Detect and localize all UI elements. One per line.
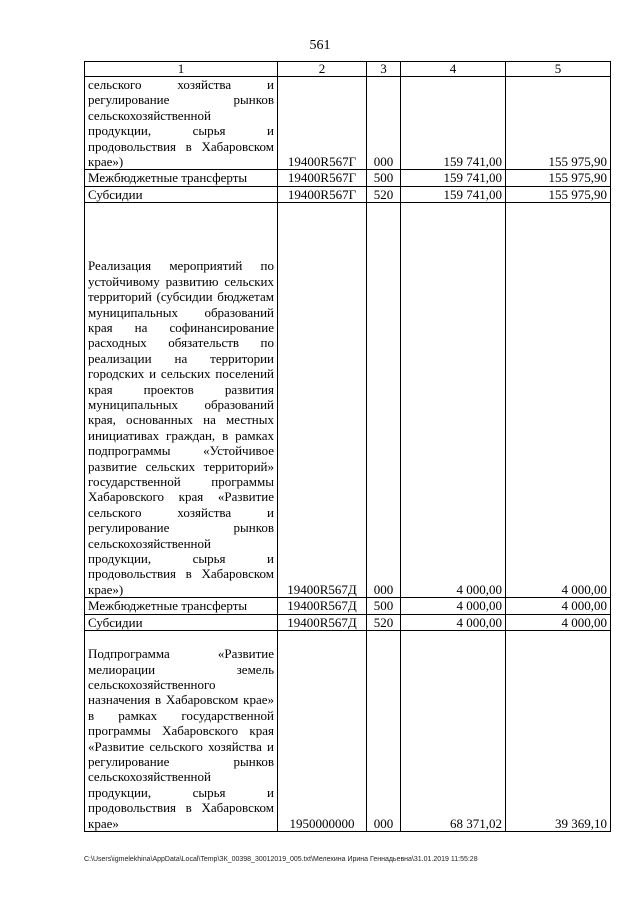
file-path-footer: C:\Users\igmelekhina\AppData\Local\Temp\ЗК_00398_30012019_005.txt\Мелехина Ирина Геннадьевна\31.01.2019 11:55:28 bbox=[84, 856, 478, 863]
row-amount-executed: 4 000,00 bbox=[506, 614, 611, 630]
row-expense-type: 500 bbox=[367, 598, 401, 614]
row-amount-planned: 4 000,00 bbox=[401, 614, 506, 630]
row-description: Субсидии bbox=[85, 186, 278, 202]
row-amount-planned: 4 000,00 bbox=[401, 598, 506, 614]
row-amount-executed: 39 369,10 bbox=[506, 631, 611, 832]
row-target-code: 19400R567Д bbox=[278, 203, 367, 598]
row-expense-type: 520 bbox=[367, 614, 401, 630]
row-amount-executed: 4 000,00 bbox=[506, 598, 611, 614]
row-target-code: 19400R567Г bbox=[278, 186, 367, 202]
table-row bbox=[85, 170, 611, 186]
row-target-code: 19400R567Д bbox=[278, 614, 367, 630]
row-description: Межбюджетные трансферты bbox=[85, 170, 278, 186]
row-amount-executed: 155 975,90 bbox=[506, 186, 611, 202]
table-row bbox=[85, 631, 611, 832]
row-amount-planned: 4 000,00 bbox=[401, 203, 506, 598]
header-cell-5: 5 bbox=[506, 62, 611, 77]
header-cell-3: 3 bbox=[367, 62, 401, 77]
row-amount-planned: 159 741,00 bbox=[401, 186, 506, 202]
table-row bbox=[85, 186, 611, 202]
row-description: Межбюджетные трансферты bbox=[85, 598, 278, 614]
row-amount-planned: 68 371,02 bbox=[401, 631, 506, 832]
header-cell-2: 2 bbox=[278, 62, 367, 77]
row-description: Субсидии bbox=[85, 614, 278, 630]
row-description: Реализация мероприятий по устойчивому развитию сельских территорий (субсидии бюджетам муниципальных образований края на софинансирование расходных обязательств по реализации на территории городских и сельских поселений края проектов развития муниципальных образований края, основанных на местных инициативах граждан, в рамках подпрограммы «Устойчивое развитие сельских территорий» государственной программы Хабаровского края «Развитие сельского хозяйства и регулирование рынков сельскохозяйственной продукции, сырья и продовольствия в Хабаровском крае») bbox=[85, 203, 278, 598]
row-target-code: 19400R567Г bbox=[278, 77, 367, 170]
table-row bbox=[85, 614, 611, 630]
table-row bbox=[85, 77, 611, 170]
row-expense-type: 520 bbox=[367, 186, 401, 202]
row-description: сельского хозяйства и регулирование рынков сельскохозяйственной продукции, сырья и продовольствия в Хабаровском крае») bbox=[85, 77, 278, 170]
budget-table bbox=[84, 61, 611, 832]
row-expense-type: 000 bbox=[367, 203, 401, 598]
row-description: Подпрограмма «Развитие мелиорации земель сельскохозяйственного назначения в Хабаровском крае» в рамках государственной программы Хабаровского края «Развитие сельского хозяйства и регулирование рынков сельскохозяйственной продукции, сырья и продовольствия в Хабаровском крае» bbox=[85, 631, 278, 832]
row-amount-executed: 155 975,90 bbox=[506, 170, 611, 186]
row-target-code: 19400R567Д bbox=[278, 598, 367, 614]
row-amount-planned: 159 741,00 bbox=[401, 170, 506, 186]
row-target-code: 19400R567Г bbox=[278, 170, 367, 186]
row-amount-executed: 4 000,00 bbox=[506, 203, 611, 598]
row-expense-type: 000 bbox=[367, 77, 401, 170]
table-row bbox=[85, 203, 611, 598]
header-cell-1: 1 bbox=[85, 62, 278, 77]
row-amount-planned: 159 741,00 bbox=[401, 77, 506, 170]
row-amount-executed: 155 975,90 bbox=[506, 77, 611, 170]
page-number: 561 bbox=[309, 38, 331, 53]
row-target-code: 1950000000 bbox=[278, 631, 367, 832]
header-cell-4: 4 bbox=[401, 62, 506, 77]
row-expense-type: 500 bbox=[367, 170, 401, 186]
row-expense-type: 000 bbox=[367, 631, 401, 832]
table-header-row bbox=[85, 62, 611, 77]
table-row bbox=[85, 598, 611, 614]
